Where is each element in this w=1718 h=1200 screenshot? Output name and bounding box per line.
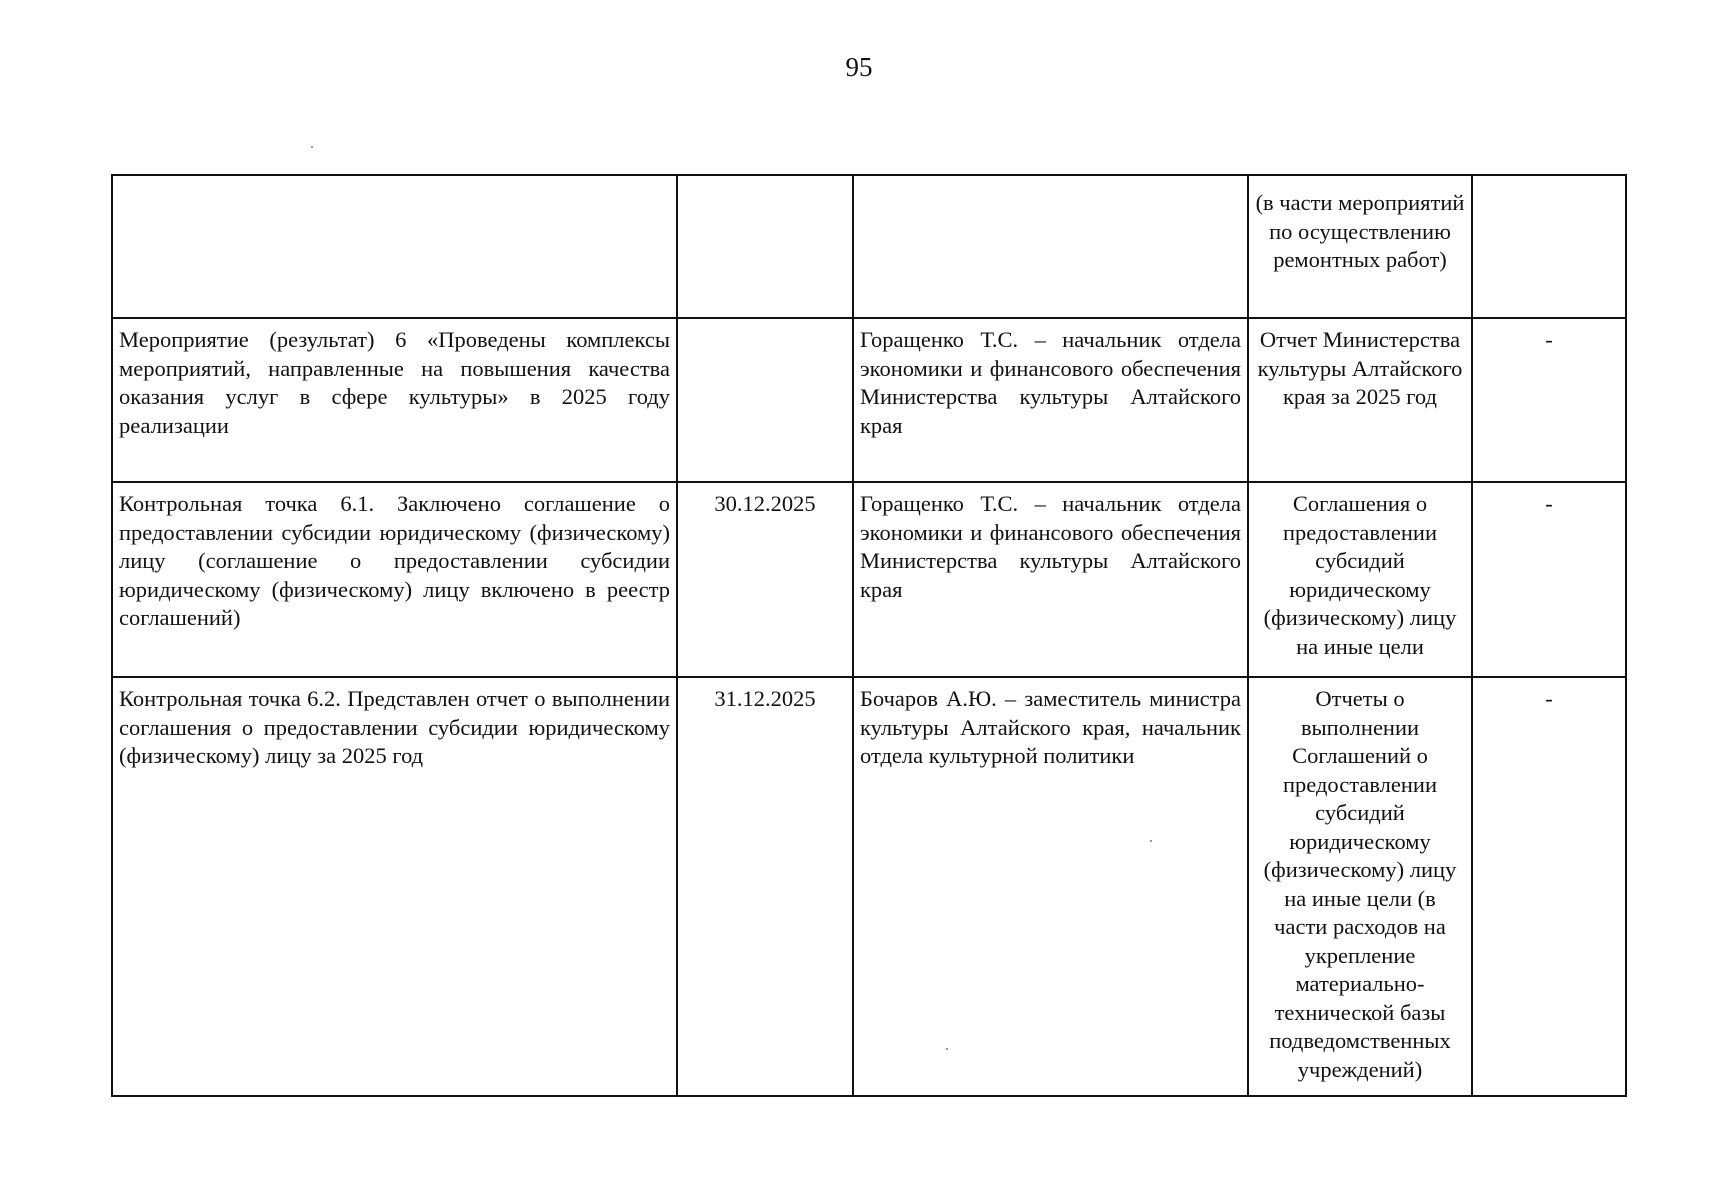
note-cell xyxy=(1472,175,1626,318)
event-cell: Контрольная точка 6.2. Представлен отчет о выполнении соглашения о предоставлении субсидии юридическому (физическому) лицу за 2025 год xyxy=(112,677,677,1096)
note-cell: - xyxy=(1472,318,1626,482)
date-cell: 31.12.2025 xyxy=(677,677,853,1096)
table-row xyxy=(112,482,1626,677)
note-cell: - xyxy=(1472,482,1626,677)
responsible-cell: Горащенко Т.С. – начальник отдела экономики и финансового обеспечения Министерства культуры Алтайского края xyxy=(853,482,1248,677)
date-cell: 30.12.2025 xyxy=(677,482,853,677)
event-cell: Контрольная точка 6.1. Заключено соглашение о предоставлении субсидии юридическому (физическому) лицу (соглашение о предоставлении субсидии юридическому (физическому) лицу включено в реестр соглашений) xyxy=(112,482,677,677)
responsible-cell xyxy=(853,175,1248,318)
event-cell: Мероприятие (результат) 6 «Проведены комплексы мероприятий, направленные на повышения качества оказания услуг в сфере культуры» в 2025 году реализации xyxy=(112,318,677,482)
document-cell: Отчеты о выполнении Соглашений о предоставлении субсидий юридическому (физическому) лицу на иные цели (в части расходов на укрепление материально-технической базы подведомственных учреждений) xyxy=(1248,677,1472,1096)
table-row xyxy=(112,677,1626,1096)
document-cell: (в части мероприятий по осуществлению ремонтных работ) xyxy=(1248,175,1472,318)
scan-speck xyxy=(311,146,313,148)
page-number: 95 xyxy=(845,52,873,82)
plan-table xyxy=(111,174,1627,1097)
note-cell: - xyxy=(1472,677,1626,1096)
table-row xyxy=(112,318,1626,482)
responsible-cell: Бочаров А.Ю. – заместитель министра культуры Алтайского края, начальник отдела культурной политики xyxy=(853,677,1248,1096)
document-cell: Соглашения о предоставлении субсидий юридическому (физическому) лицу на иные цели xyxy=(1248,482,1472,677)
date-cell xyxy=(677,318,853,482)
document-cell: Отчет Министерства культуры Алтайского края за 2025 год xyxy=(1248,318,1472,482)
responsible-cell: Горащенко Т.С. – начальник отдела экономики и финансового обеспечения Министерства культуры Алтайского края xyxy=(853,318,1248,482)
event-cell xyxy=(112,175,677,318)
date-cell xyxy=(677,175,853,318)
table-row xyxy=(112,175,1626,318)
